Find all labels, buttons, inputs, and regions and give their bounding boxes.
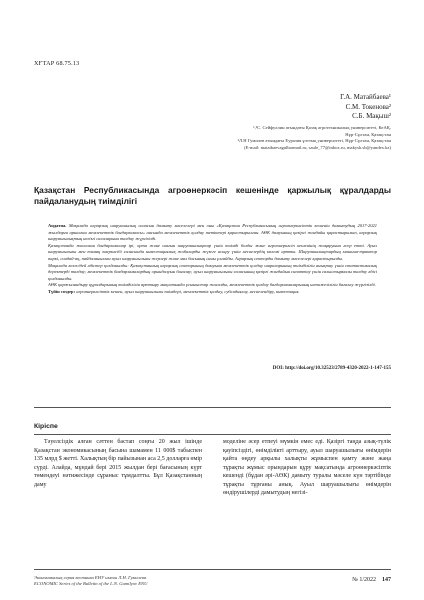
abstract-paragraph (48, 263, 377, 283)
journal-name-en: ECONOMIC Series of the Bulletin of the L.N. Gumilyov ENU (34, 581, 148, 586)
journal-name-kz: Экономикалық серия вестника ЕНУ имени Л.Н. Гумилева (34, 575, 147, 580)
affiliation-line: ²Л.Н Гумилев атындағы Еуразия ұлттық университеті, Нұр-Сұлтан, Қазақстан (237, 138, 391, 144)
doi-link[interactable]: DOI: http://doi.org/10.32523/2789-4320-2022-1-147-155 (272, 366, 391, 371)
body-column-left: Тәуелсіздік алған сәттен бастап соңғы 20 жыл ішінде Қазақстан экономикасының басына шамамен 11 000$ табыспен 135 млрд $ жетті. Халықтың бір пайызынан аса 2,5 долларға өмір сүрді. Алайда, мұндай бері 2015 жылдан бері бағасының күрт төмендеуі нәтижесінде сұраныс тұмдалтты. Бұл Қазақстанның даму (34, 439, 202, 488)
keywords-label: Түйін сөздер: (48, 288, 76, 294)
abstract-paragraph (48, 282, 377, 289)
udc-code: ХҒТАР 68.75.13 (34, 60, 80, 67)
footer-divider (34, 569, 391, 570)
affiliations (61, 125, 391, 151)
section-divider-bottom (34, 434, 391, 435)
paper-title: Қазақстан Республикасында агроөнеркәсіп кешенінде қаржылық құралдарды пайдаланудың тиімділігі (34, 185, 391, 206)
abstract-text: АӨК қаржыландыру құралдарының тиімділігін арттыру мақсатында ұсыныстар жасалды, мемлекеттік қолдау бағдарламаларының нәтижелілігін бағалау жүргізілді. (48, 282, 376, 288)
affiliation-line: Нұр-Сұлтан, Қазақстан (345, 131, 391, 137)
abstract-text: Қазақстанда жасалған бағдарламалар ірі, орта және шағын шаруашылықтар үшін тиімді болды және агроөнеркәсіп кешенінің жаңаруына әсер етті. Ауыл шаруашылығы мен тамақ өнеркәсібі саласында инвестициялық жобаларды жүзеге асыру үшін несиелердің көлемі артты. Шаруашылықтардың машина-трактор паркі, сондай-ақ, пайдаланылған ауыл шаруашылығы жерлері және мал басының саны ұлғайды. Аграрлық секторды дамыту мәселелері қарастырылды. (48, 242, 377, 261)
abstract-paragraph (48, 223, 377, 243)
section-heading: Кіріспе (34, 423, 58, 430)
affiliation-line: ¹,²С. Сейфуллин атындағы Қазақ агротехникалық университеті, КеАҚ, (253, 125, 391, 130)
affiliation-emails: (E-mail: mataibaevagulbarmail.ru, saule_77@inbox.ru, makysh.sb@yandex.kz) (244, 144, 391, 150)
author-name: С.М. Токенова² (345, 102, 391, 111)
abstract-text: Мақалада келесідей әдістер қолданылды: Қазақстанның аграрлық секторының дамуына мемлекеттік қолдау шараларының тиімділігін анықтау үшін статистикалық деректерді талдау; мемлекеттік бағдарламалардың орындалуын бағалау; ауыл шаруашылығы саласының қазіргі жағдайын сипаттау үшін салыстырмалы талдау әдісі қолданылды. (48, 262, 377, 281)
journal-name (34, 575, 147, 587)
abstract-label: Аңдатпа. (48, 223, 67, 228)
author-name: Г.А. Матайбаева¹ (340, 93, 391, 101)
author-name: С.Б. Мақыш² (352, 112, 391, 120)
keywords (48, 289, 377, 296)
page-info (352, 577, 391, 583)
abstract-paragraph (48, 243, 377, 263)
abstract (48, 223, 377, 296)
author-list (340, 93, 391, 122)
page-number: 147 (382, 577, 391, 583)
body-column-right: моделіне әсер етпеуі мүмкін емес еді. Қазіргі таңда азық-түлік қауіпсіздігі, өнімділікті арттыру, ауыл шаруашылығы өнімдерін қайта өңдеу арқылы халықты жұмыспен қамту және жаңа тұрақты жұмыс орындарын құру мақсатында агроөнеркәсіптік кешенді (бұдан әрі-АӨК) дамыту туралы мәселе күн тәртібінде тұрақты тұрғаны анық. Ауыл шаруашылығы өнімдерін өндірушілерді дамытудың негізі- (223, 439, 391, 496)
keywords-text: агроөнеркәсіптік кешен, ауыл шаруашылығы өнімдері, мемлекеттік қолдау, субсидиялау, несиелендіру, инвестиция. (75, 288, 300, 294)
abstract-text: Мақалада аграрлық шаруашылық саласын дамыту мәселелері мен оны «Қазақстан Республикасының агроөнеркәсіптік кешенін дамытудың 2017-2021 жылдарға арналған мемлекеттік бағдарламасы» аясында мемлекеттік қолдау тетіктері қарастырылған. АӨК дамуының қазіргі жағдайы қарастырылып, аграрлық шаруашылықтың негізгі салаларына талдау жүргізілді. (48, 223, 377, 242)
section-divider-top (34, 407, 391, 408)
issue-number: № 1/2022 (352, 577, 376, 583)
